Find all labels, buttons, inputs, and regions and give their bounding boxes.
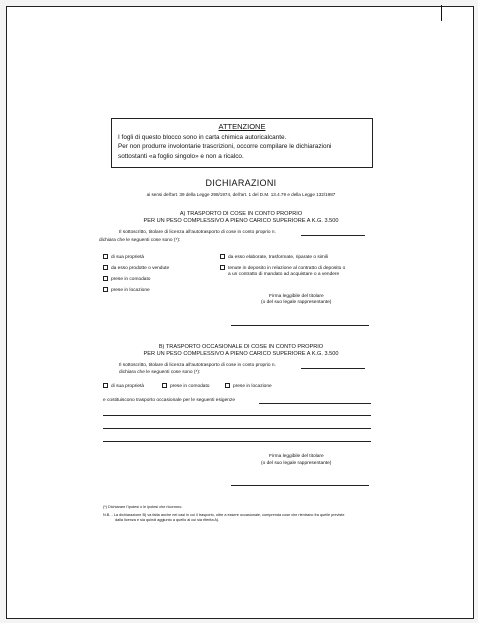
checkbox[interactable] (103, 383, 108, 388)
section-b-title (7, 344, 475, 357)
section-b-title-line-1: B) TRASPORTO OCCASIONALE DI COSE IN CONTO PROPRIO (158, 344, 324, 350)
section-b-option-rental[interactable]: prese in locazione (225, 383, 272, 389)
section-a-intro-1: Il sottoscritto, titolare di licenza all'autotrasporto di cose in conto proprio n. (119, 230, 276, 235)
section-b-signature-field[interactable] (231, 485, 369, 486)
section-a-option-rental[interactable]: prese in locazione (103, 287, 150, 293)
footnote-asterisk: (*) Dichiarare l'ipotesi o le ipotesi che ricorrono. (103, 505, 183, 509)
checkbox[interactable] (220, 254, 225, 259)
crop-mark (441, 5, 442, 21)
footnote-nb-line-2: dalla licenza e sia quindi aggiunto a quello al cui sia riferita A). (115, 518, 220, 522)
declarations-subtitle: ai sensi dell'art. 39 della Legge 298/1974, dell'art. 1 del D.M. 13.4.79 e della Legge 132/1987 (146, 192, 336, 197)
section-a-option-produced[interactable]: da esso prodotte o vendute (103, 265, 169, 271)
attention-title: ATTENZIONE (218, 122, 266, 131)
attention-line-2: Per non produrre involontarie trascrizioni, occorre compilare le dichiarazioni (118, 143, 332, 150)
section-b-reason-field-2[interactable] (103, 415, 371, 416)
section-a-signature-label-1: Firma leggibile del titolare (269, 294, 324, 299)
section-b-reason-field-3[interactable] (103, 428, 371, 429)
section-b-signature-label-2: (o del suo legale rappresentante) (261, 461, 332, 466)
checkbox[interactable] (225, 383, 230, 388)
section-a-signature-field[interactable] (231, 325, 369, 326)
section-a-license-number-field[interactable] (301, 235, 365, 236)
section-a-option-loan[interactable]: prese in comodato (103, 276, 150, 282)
section-a-title-line-1: A) TRASPORTO DI COSE IN CONTO PROPRIO (179, 211, 303, 217)
section-b-title-line-2: PER UN PESO COMPLESSIVO A PIENO CARICO SUPERIORE A K.G. 3.500 (143, 350, 339, 357)
document-page (6, 6, 474, 619)
section-b-reason-field-4[interactable] (103, 441, 371, 442)
section-a-option-processed[interactable]: da esso elaborate, trasformate, riparate o simili (220, 254, 328, 260)
section-a-title (7, 211, 475, 224)
section-b-reason-label: e costituiscono trasporto occasionale per le seguenti esigenze (103, 398, 235, 403)
section-b-option-loan[interactable]: prese in comodato (162, 383, 209, 389)
declarations-title: DICHIARAZIONI (205, 178, 277, 188)
attention-box (111, 118, 373, 168)
section-a-intro-2: dichiara che le seguenti cose sono (*): (99, 238, 181, 243)
section-b-intro-1: Il sottoscritto, titolare di licenza all'autotrasporto di cose in conto proprio n. (119, 363, 276, 368)
checkbox[interactable] (103, 287, 108, 292)
section-a-option-deposit-cont: a un contratto di mandato ad acquistare o a vendere (228, 272, 340, 277)
section-a-option-deposit[interactable]: tenute in deposito in relazione al contratto di deposito o (220, 265, 345, 271)
attention-line-1: I fogli di questo blocco sono in carta chimica autoricalcante. (118, 133, 287, 141)
section-b-signature-label-1: Firma leggibile del titolare (269, 454, 324, 459)
section-b-option-own[interactable]: di sua proprietà (103, 383, 144, 389)
section-a-option-own[interactable]: di sua proprietà (103, 254, 144, 260)
checkbox[interactable] (103, 265, 108, 270)
section-b-reason-field-1[interactable] (259, 403, 371, 404)
checkbox[interactable] (103, 276, 108, 281)
footnote-nb-line-1: N.B. - La dichiarazione B) va fatta anche nei casi in cui il trasporto, oltre a essere occasionale, comprenda cose che rientrano fra quelle previste (103, 513, 345, 517)
checkbox[interactable] (220, 265, 225, 270)
attention-line-3: sottostanti «a foglio singolo» e non a ricalco. (118, 152, 244, 160)
section-a-title-line-2: PER UN PESO COMPLESSIVO A PIENO CARICO SUPERIORE A K.G. 3.500 (143, 217, 339, 224)
section-a-signature-label-2: (o del suo legale rappresentante) (261, 300, 332, 305)
section-b-license-number-field[interactable] (301, 368, 365, 369)
checkbox[interactable] (103, 254, 108, 259)
section-b-intro-2: dichiara che le seguenti cose sono (*): (119, 370, 201, 375)
checkbox[interactable] (162, 383, 167, 388)
